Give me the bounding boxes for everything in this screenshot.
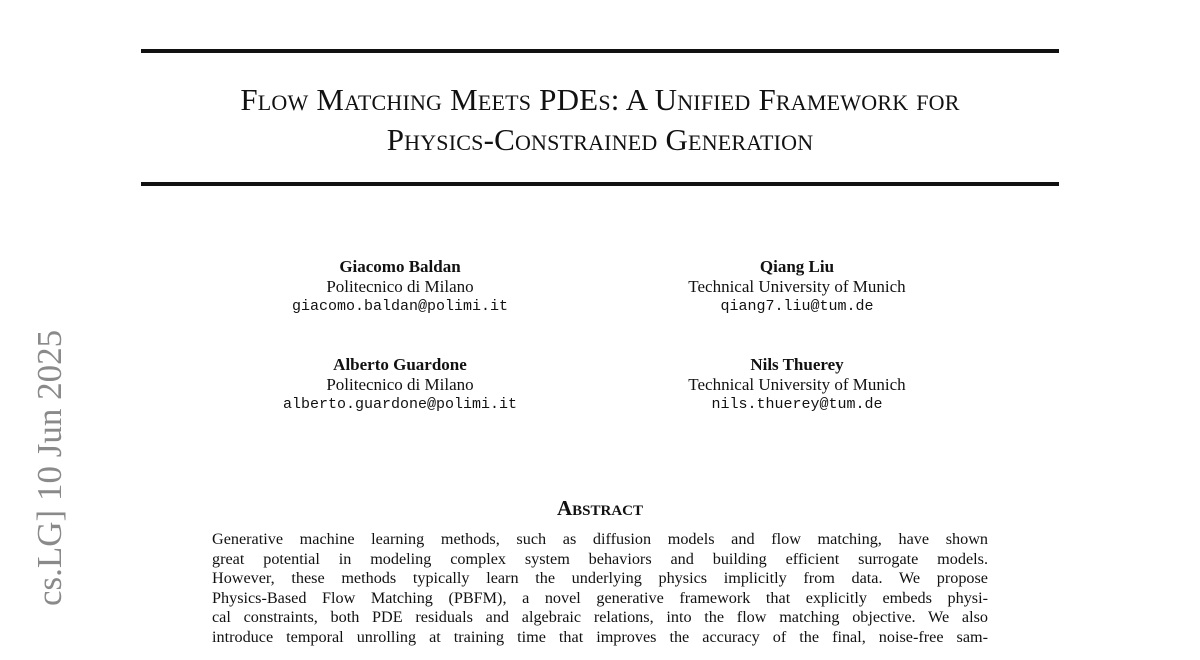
- arxiv-stamp-text: cs.LG] 10 Jun 2025: [30, 330, 69, 607]
- author-affiliation: Politecnico di Milano: [326, 375, 474, 394]
- author-name: Qiang Liu: [759, 257, 835, 276]
- paper-title-line-1: Flow Matching Meets PDEs: A Unified Framework for: [240, 82, 960, 117]
- arxiv-side-stamp: [28, 330, 72, 660]
- author-email[interactable]: alberto.guardone@polimi.it: [282, 396, 518, 413]
- author-block: [607, 355, 987, 415]
- author-affiliation: Politecnico di Milano: [326, 277, 474, 296]
- author-email[interactable]: qiang7.liu@tum.de: [720, 298, 874, 315]
- title-top-rule: [141, 49, 1059, 53]
- author-block: [607, 257, 987, 317]
- abstract-line: introduce temporal unrolling at training time that improves the accuracy of the final, noise-free sam-: [212, 627, 988, 646]
- author-name: Giacomo Baldan: [339, 257, 461, 276]
- abstract-line: cal constraints, both PDE residuals and algebraic relations, into the flow matching objective. We also: [212, 608, 988, 627]
- author-block: [210, 355, 590, 415]
- author-name: Nils Thuerey: [750, 355, 844, 374]
- title-bottom-rule: [141, 182, 1059, 186]
- abstract-line: Physics-Based Flow Matching (PBFM), a novel generative framework that explicitly embeds physi-: [212, 588, 988, 607]
- author-block: [210, 257, 590, 317]
- abstract-body: [212, 530, 988, 648]
- abstract-line: Generative machine learning methods, such as diffusion models and flow matching, have shown: [212, 530, 988, 548]
- paper-title-line-2: Physics-Constrained Generation: [386, 122, 814, 157]
- abstract-line: great potential in modeling complex system behaviors and building efficient surrogate models.: [212, 549, 988, 568]
- author-affiliation: Technical University of Munich: [688, 375, 906, 394]
- abstract-heading: Abstract: [556, 496, 644, 520]
- author-email[interactable]: giacomo.baldan@polimi.it: [291, 298, 509, 315]
- abstract-line: However, these methods typically learn the underlying physics implicitly from data. We propose: [212, 569, 988, 588]
- author-email[interactable]: nils.thuerey@tum.de: [711, 396, 883, 413]
- author-name: Alberto Guardone: [333, 355, 467, 374]
- author-affiliation: Technical University of Munich: [688, 277, 906, 296]
- paper-title: [141, 80, 1059, 160]
